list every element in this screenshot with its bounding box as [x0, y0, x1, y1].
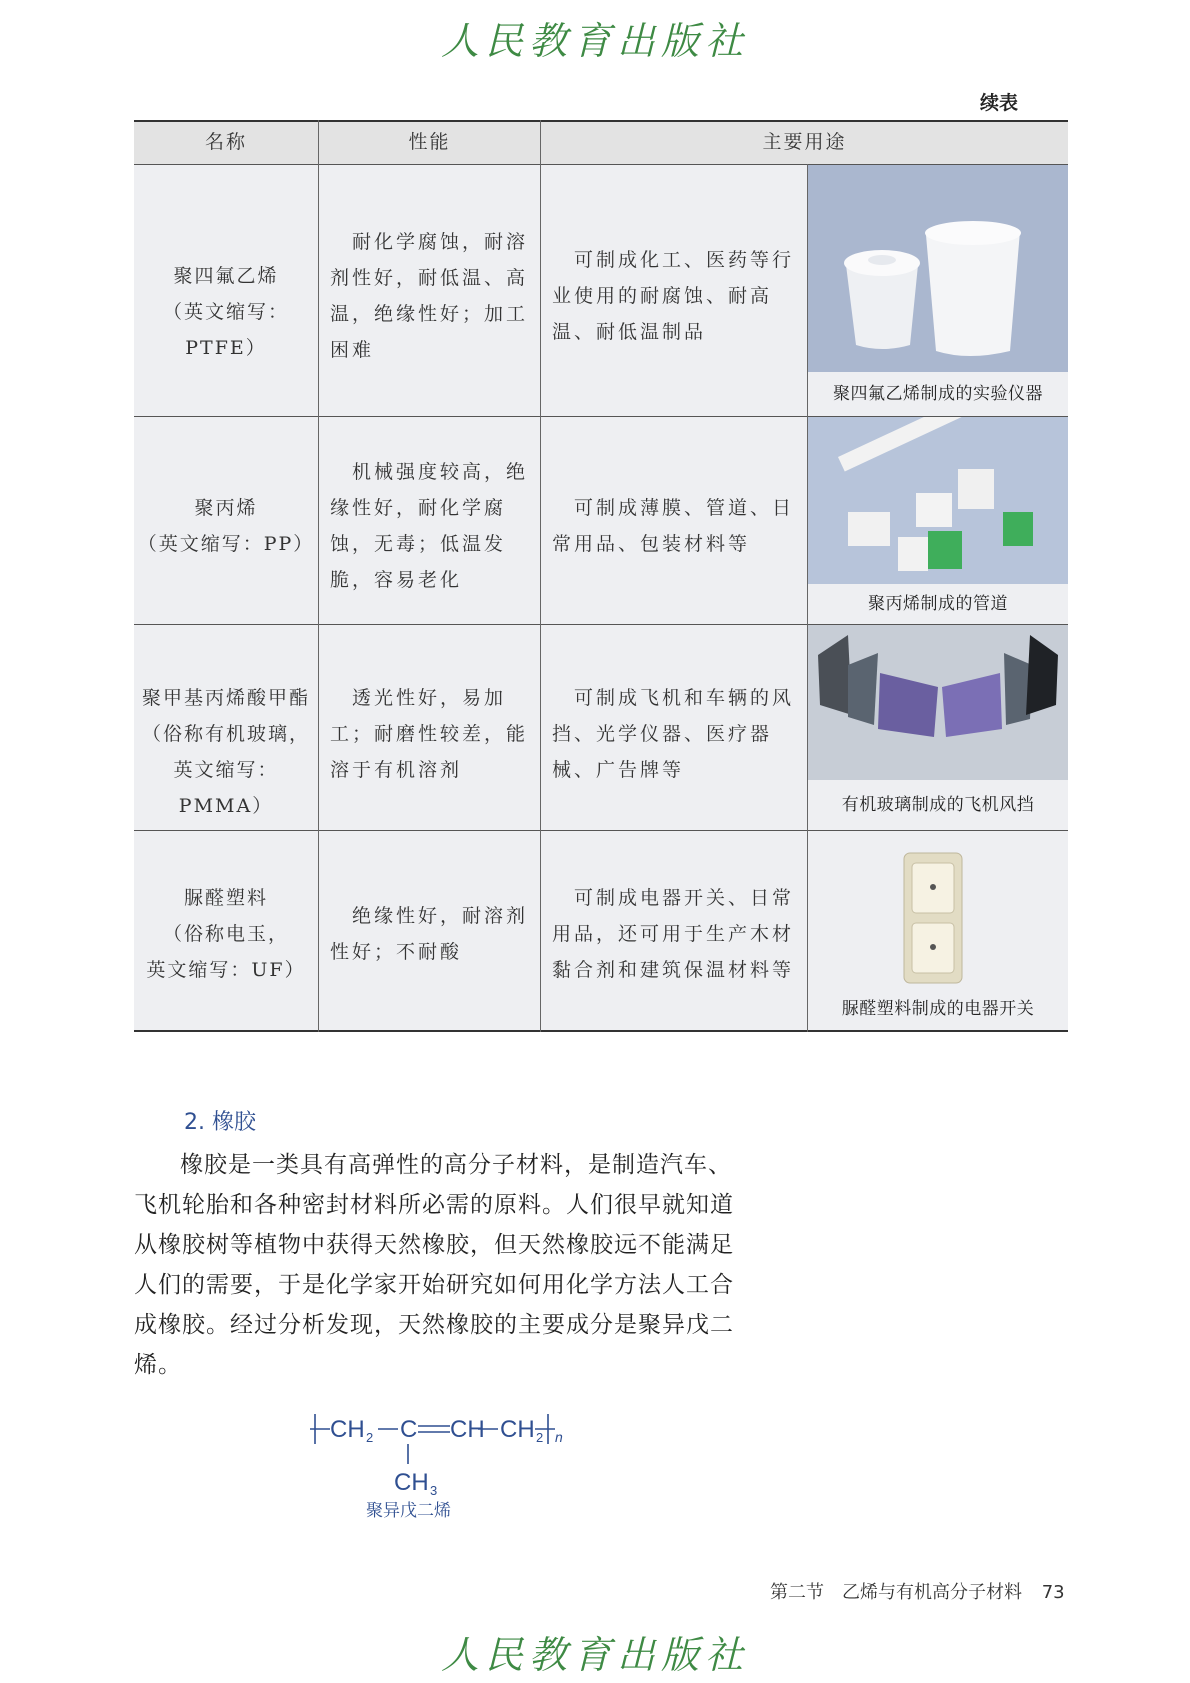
row-ptfe-name: 聚四氟乙烯 （英文缩写：PTFE）	[162, 265, 289, 359]
row-uf-uses: 可制成电器开关、日常用品，还可用于生产木材黏合剂和建筑保温材料等	[552, 887, 795, 981]
row-rule-2	[134, 624, 1068, 625]
page-number: 73	[1041, 1582, 1065, 1603]
row-rule-3	[134, 830, 1068, 831]
column-rule-1	[318, 120, 319, 1032]
svg-text:人民教育出版社: 人民教育出版社	[440, 1633, 750, 1676]
row-pp-uses: 可制成薄膜、管道、日常用品、包装材料等	[552, 497, 795, 555]
svg-text:CH: CH	[500, 1416, 535, 1443]
pp-photo-caption: 聚丙烯制成的管道	[808, 584, 1068, 624]
pmma-photo-caption: 有机玻璃制成的飞机风挡	[808, 780, 1068, 830]
table-bottom-rule	[134, 1030, 1068, 1032]
formula-caption: 聚异戊二烯	[366, 1501, 451, 1521]
uf-switch-photo	[808, 841, 1068, 987]
row-ptfe-properties: 耐化学腐蚀，耐溶剂性好，耐低温、高温，绝缘性好；加工困难	[330, 231, 529, 361]
table-top-rule	[134, 120, 1068, 122]
header-uses: 主要用途	[762, 131, 847, 153]
pp-pipes-photo	[808, 417, 1068, 584]
column-rule-2	[540, 120, 541, 1032]
section-heading: 2. 橡胶	[184, 1110, 256, 1135]
header-properties: 性能	[408, 131, 451, 153]
svg-text:人民教育出版社: 人民教育出版社	[440, 19, 750, 62]
svg-text:n: n	[555, 1429, 563, 1445]
page-footer	[770, 1578, 1065, 1604]
header-name: 名称	[204, 131, 247, 153]
chapter-title: 第二节 乙烯与有机高分子材料	[770, 1582, 1022, 1603]
publisher-logo-header	[0, 14, 1190, 62]
row-pmma-properties: 透光性好，易加工；耐磨性较差，能溶于有机溶剂	[330, 687, 529, 781]
rubber-paragraph: 橡胶是一类具有高弹性的高分子材料，是制造汽车、飞机轮胎和各种密封材料所必需的原料。人们很早就知道从橡胶树等植物中获得天然橡胶，但天然橡胶远不能满足人们的需要，于是化学家开始研究如何用化学方法人工合成橡胶。经过分析发现，天然橡胶的主要成分是聚异戊二烯。	[134, 1152, 734, 1378]
publisher-logo-footer	[0, 1628, 1190, 1676]
row-pmma-name: 聚甲基丙烯酸甲酯 （俗称有机玻璃， 英文缩写：PMMA）	[141, 687, 310, 817]
row-pmma-uses: 可制成飞机和车辆的风挡、光学仪器、医疗器械、广告牌等	[552, 687, 795, 781]
table-header-rule	[134, 164, 1068, 165]
svg-text:CH: CH	[394, 1469, 429, 1496]
svg-text:2: 2	[536, 1430, 544, 1445]
polymer-table	[134, 120, 1068, 1032]
uf-photo-caption: 脲醛塑料制成的电器开关	[808, 987, 1068, 1032]
ptfe-labware-photo	[808, 165, 1068, 372]
row-rule-1	[134, 416, 1068, 417]
column-rule-3	[807, 164, 808, 1032]
svg-text:CH: CH	[330, 1416, 365, 1443]
row-pp-name: 聚丙烯 （英文缩写：PP）	[137, 497, 315, 555]
polyisoprene-formula	[310, 1406, 610, 1536]
svg-text:C: C	[400, 1416, 418, 1443]
row-uf-name: 脲醛塑料 （俗称电玉， 英文缩写：UF）	[146, 887, 306, 981]
svg-text:2: 2	[366, 1430, 374, 1445]
svg-text:3: 3	[430, 1483, 438, 1498]
continued-table-label: 续表	[980, 92, 1019, 114]
row-ptfe-uses: 可制成化工、医药等行业使用的耐腐蚀、耐高温、耐低温制品	[552, 249, 795, 343]
ptfe-photo-caption: 聚四氟乙烯制成的实验仪器	[808, 372, 1068, 416]
pmma-windshield-photo	[808, 625, 1068, 780]
row-pp-properties: 机械强度较高，绝缘性好，耐化学腐蚀，无毒；低温发脆，容易老化	[330, 461, 529, 591]
svg-text:CH: CH	[450, 1416, 485, 1443]
row-uf-properties: 绝缘性好，耐溶剂性好；不耐酸	[330, 905, 529, 963]
